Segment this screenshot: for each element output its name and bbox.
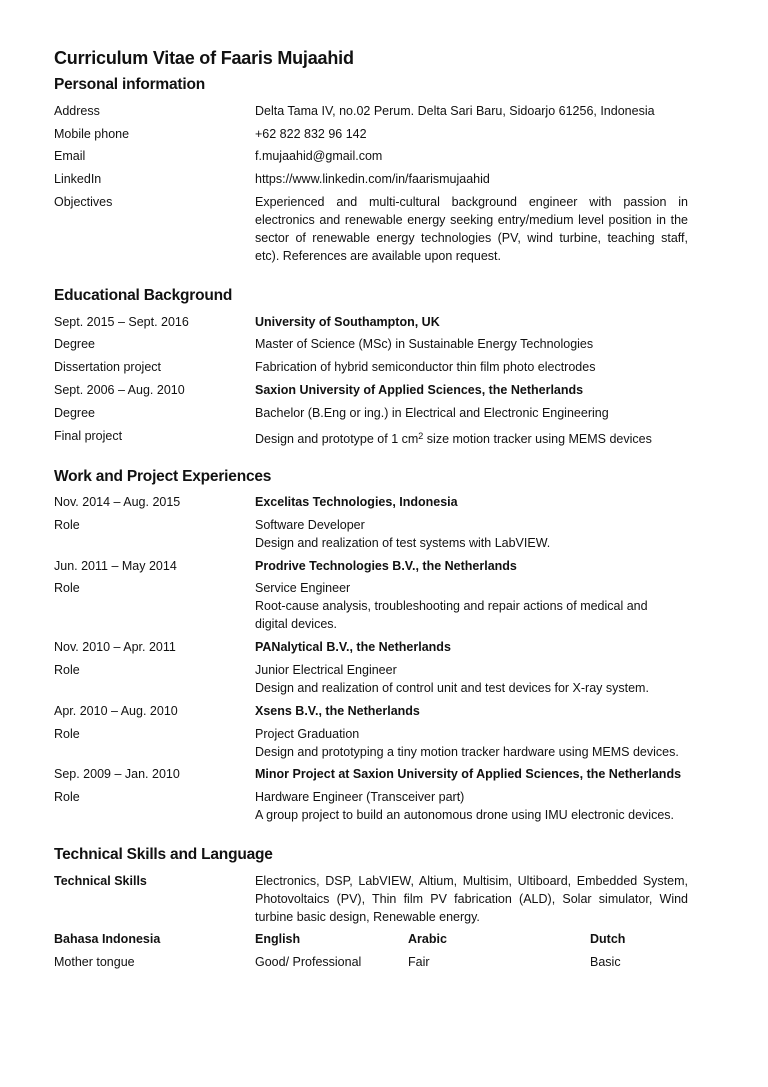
edu-project-text: Design and prototype of 1 cm xyxy=(255,432,419,446)
section-heading-skills: Technical Skills and Language xyxy=(54,846,273,863)
job-role: Software Developer xyxy=(255,518,365,532)
job-description: Design and realization of test systems with LabVIEW. xyxy=(255,536,551,550)
job-company: Prodrive Technologies B.V., the Netherlands xyxy=(255,559,517,573)
job-role-label: Role xyxy=(54,790,80,804)
language-level: Mother tongue xyxy=(54,955,135,969)
job-description: digital devices. xyxy=(255,617,337,631)
job-role: Project Graduation xyxy=(255,727,360,741)
mobile-label: Mobile phone xyxy=(54,127,130,141)
technical-skills-label: Technical Skills xyxy=(54,874,147,888)
job-role: Junior Electrical Engineer xyxy=(255,663,397,677)
job-dates: Nov. 2014 – Aug. 2015 xyxy=(54,495,181,509)
language-name: Dutch xyxy=(590,932,626,946)
edu-degree: Bachelor (B.Eng or ing.) in Electrical and Electronic Engineering xyxy=(255,406,609,420)
job-role-block xyxy=(255,579,688,633)
language-level: Fair xyxy=(408,955,430,969)
job-role-label: Role xyxy=(54,518,80,532)
edu-institution: Saxion University of Applied Sciences, the Netherlands xyxy=(255,383,584,397)
edu-degree-label: Degree xyxy=(54,337,95,351)
job-role-block xyxy=(255,516,688,552)
edu-degree: Master of Science (MSc) in Sustainable Energy Technologies xyxy=(255,337,594,351)
technical-skills-value: Electronics, DSP, LabVIEW, Altium, Multisim, Ultiboard, Embedded System, Photovoltaics (PV), Thin film PV fabrication (ALD), Solar simulator, Wind turbine basic design, Renewable energy. xyxy=(255,874,688,924)
job-role-block xyxy=(255,725,688,761)
objectives-label: Objectives xyxy=(54,195,113,209)
job-description: Design and prototyping a tiny motion tracker hardware using MEMS devices. xyxy=(255,745,679,759)
edu-project-text-end: size motion tracker using MEMS devices xyxy=(423,432,652,446)
job-company: Xsens B.V., the Netherlands xyxy=(255,704,420,718)
edu-dates: Sept. 2015 – Sept. 2016 xyxy=(54,315,189,329)
edu-project-label: Final project xyxy=(54,429,123,443)
language-name: English xyxy=(255,932,301,946)
address-label: Address xyxy=(54,104,100,118)
edu-degree-label: Degree xyxy=(54,406,95,420)
mobile-value: +62 822 832 96 142 xyxy=(255,127,367,141)
linkedin-label: LinkedIn xyxy=(54,172,102,186)
job-description: Root-cause analysis, troubleshooting and repair actions of medical and xyxy=(255,599,648,613)
job-description: Design and realization of control unit and test devices for X-ray system. xyxy=(255,681,649,695)
page-title: Curriculum Vitae of Faaris Mujaahid xyxy=(54,48,354,68)
job-role-label: Role xyxy=(54,663,80,677)
job-company: Excelitas Technologies, Indonesia xyxy=(255,495,458,509)
job-dates: Apr. 2010 – Aug. 2010 xyxy=(54,704,178,718)
job-role-block xyxy=(255,788,688,824)
edu-institution: University of Southampton, UK xyxy=(255,315,440,329)
section-heading-personal: Personal information xyxy=(54,76,206,93)
job-role-label: Role xyxy=(54,727,80,741)
job-dates: Nov. 2010 – Apr. 2011 xyxy=(54,640,176,654)
section-heading-education: Educational Background xyxy=(54,287,233,304)
job-dates: Jun. 2011 – May 2014 xyxy=(54,559,177,573)
section-heading-work: Work and Project Experiences xyxy=(54,468,272,485)
job-dates: Sep. 2009 – Jan. 2010 xyxy=(54,767,180,781)
job-company: PANalytical B.V., the Netherlands xyxy=(255,640,451,654)
edu-project: Fabrication of hybrid semiconductor thin film photo electrodes xyxy=(255,360,596,374)
language-name: Bahasa Indonesia xyxy=(54,932,161,946)
email-value: f.mujaahid@gmail.com xyxy=(255,149,383,163)
edu-project-superscript: 2 xyxy=(418,431,424,441)
objectives-value: Experienced and multi-cultural background engineer with passion in electronics and renewable energy seeking entry/medium level position in the sector of renewable energy technologies (PV, wind turbine, teaching staff, etc). References are available upon request. xyxy=(255,195,688,263)
job-role: Service Engineer xyxy=(255,581,351,595)
language-level: Good/ Professional xyxy=(255,955,362,969)
job-role-block xyxy=(255,661,688,697)
language-level: Basic xyxy=(590,955,621,969)
edu-project-label: Dissertation project xyxy=(54,360,161,374)
job-role-label: Role xyxy=(54,581,80,595)
edu-project xyxy=(255,427,688,448)
email-label: Email xyxy=(54,149,86,163)
language-name: Arabic xyxy=(408,932,447,946)
linkedin-value: https://www.linkedin.com/in/faarismujaahid xyxy=(255,172,490,186)
job-company: Minor Project at Saxion University of Applied Sciences, the Netherlands xyxy=(255,767,682,781)
job-description: A group project to build an autonomous drone using IMU electronic devices. xyxy=(255,808,674,822)
job-role: Hardware Engineer (Transceiver part) xyxy=(255,790,465,804)
edu-dates: Sept. 2006 – Aug. 2010 xyxy=(54,383,185,397)
address-value: Delta Tama IV, no.02 Perum. Delta Sari Baru, Sidoarjo 61256, Indonesia xyxy=(255,104,655,118)
